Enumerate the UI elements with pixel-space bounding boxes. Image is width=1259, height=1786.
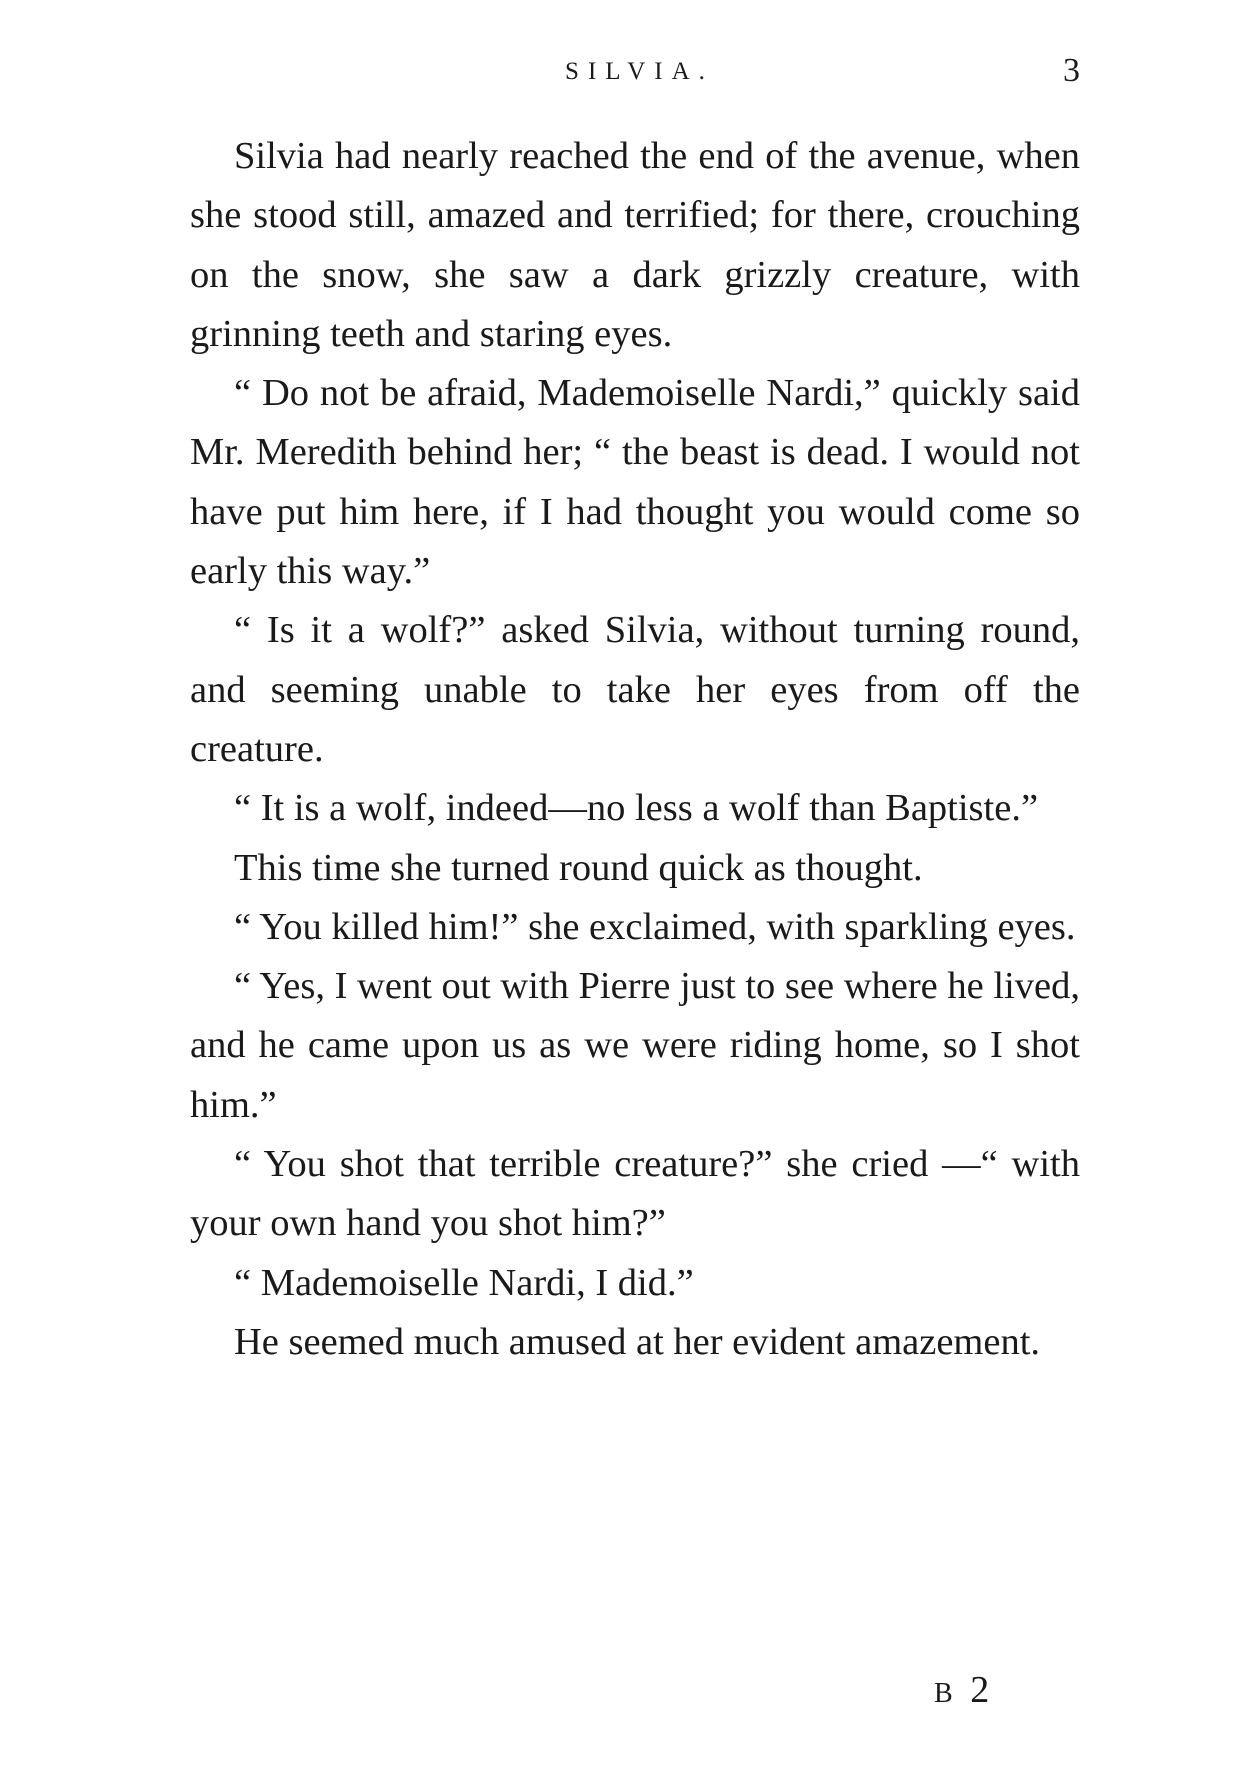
paragraph: He seemed much amused at her evident amazement. xyxy=(234,1320,1041,1363)
signature-number: 2 xyxy=(970,1669,994,1711)
paragraph: This time she turned round quick as thought. xyxy=(234,846,923,889)
paragraph: “ It is a wolf, indeed—no less a wolf than Baptiste.” xyxy=(234,787,1039,830)
paragraph: “ Is it a wolf?” asked Silvia, without turning round, and seeming unable to take her eyes from off the creature. xyxy=(190,609,1080,770)
signature-mark xyxy=(934,1668,993,1712)
paragraph: Silvia had nearly reached the end of the avenue, when she stood still, amazed and terrified; for there, crouching on the snow, she saw a dark grizzly creature, with grinning teeth and staring eyes. xyxy=(190,135,1080,355)
paragraph: “ Yes, I went out with Pierre just to see where he lived, and he came upon us as we were riding home, so I shot him.” xyxy=(190,965,1080,1126)
paragraph: “ Do not be afraid, Mademoiselle Nardi,” quickly said Mr. Meredith behind her; “ the beast is dead. I would not have put him here, if I had thought you would come so early this way.” xyxy=(190,372,1080,593)
signature-letter: B xyxy=(934,1678,957,1709)
running-head xyxy=(190,48,1080,98)
paragraph: “ You killed him!” she exclaimed, with sparkling eyes. xyxy=(234,905,1076,948)
page-number: 3 xyxy=(1063,52,1080,89)
body-text xyxy=(190,127,1080,1372)
running-title: SILVIA. xyxy=(565,58,714,85)
paragraph: “ You shot that terrible creature?” she cried —“ with your own hand you shot him?” xyxy=(190,1143,1080,1245)
paragraph: “ Mademoiselle Nardi, I did.” xyxy=(234,1261,694,1304)
